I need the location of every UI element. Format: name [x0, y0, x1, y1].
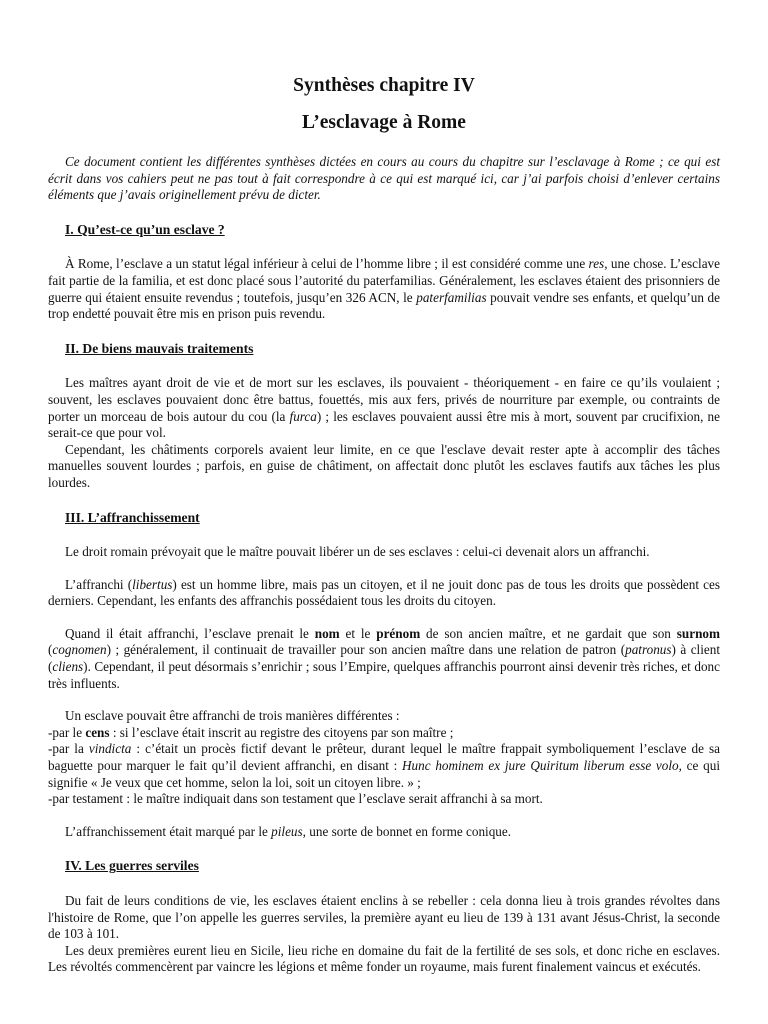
text-run: Les maîtres ayant droit de vie et de mort sur les esclaves, ils pouvaient - théoriquement - en faire ce qu’ils voulaient ; souvent, les esclaves pouvaient donc être battus, fouettés, mis aux fers, privés de nourriture par exemple, ou contraints de porter un morceau de bois autour du cou (la — [48, 375, 720, 424]
text-run: , une sorte de bonnet en forme conique. — [302, 823, 512, 839]
text-run: pouvait vendre ses enfants, et quelqu’un de trop endetté pouvait être mis en prison puis revendu. — [48, 289, 720, 322]
text-run: L’affranchi ( — [65, 576, 133, 592]
text-run: ). Cependant, il peut désormais s’enrichir ; sous l’Empire, quelques affranchis pourront ainsi devenir très riches, et donc très influents. — [48, 659, 720, 691]
term-cens: cens — [85, 724, 110, 740]
term-pileus: pileus — [271, 823, 303, 839]
text-run: ) à client ( — [48, 642, 720, 675]
text-run: ) ; généralement, il continuait de travailler pour son ancien maître dans une relation de patron ( — [106, 642, 626, 658]
section-2-heading: II. De biens mauvais traitements — [65, 340, 254, 356]
text-run: -par le — [48, 724, 86, 740]
section-3-paragraph-2 — [48, 577, 720, 610]
text-run: : c’était un procès fictif devant le prêteur, durant lequel le maître frappait symboliquement l’esclave de sa baguette pour marquer le fait qu’il devient affranchi, en disant : — [48, 741, 721, 774]
term-patronus: patronus — [625, 642, 672, 658]
intro-paragraph: Ce document contient les différentes synthèses dictées en cours au cours du chapitre sur l’esclavage à Rome ; ce qui est écrit dans vos cahiers peut ne pas tout à fait correspondre à ce qui est marqué ici, car j’ai parfois choisi d’enlever certains éléments que j’avais originellement prévu de dicter. — [48, 154, 720, 203]
text-run: ) ; les esclaves pouvaient aussi être mis à mort, souvent par crucifixion, ne serait-ce que pour vol. — [48, 408, 720, 441]
term-cliens: cliens — [52, 659, 84, 675]
term-res: res — [588, 256, 605, 272]
text-run: ) est un homme libre, mais pas un citoyen, et il ne jouit donc pas de tous les droits que possèdent ces derniers. Cependant, les enfants des affranchis possédaient tous les droits du citoyen. — [48, 576, 720, 609]
manumission-list — [48, 708, 720, 808]
term-surnom: surnom — [676, 625, 720, 641]
text-run: , ce qui signifie « Je veux que cet homme, selon la loi, soit un citoyen libre. » ; — [48, 758, 720, 790]
text-run: , une chose. L’esclave fait partie de la familia, et est donc placé sous l’autorité du paterfamilias. Généralement, les esclaves étaient des prisonniers de guerre qui étaient ensuite revendus ; toutefois, jusqu’en 326 ACN, le — [48, 256, 720, 305]
term-paterfamilias: paterfamilias — [416, 289, 487, 305]
document-title: Synthèses chapitre IV — [293, 75, 475, 96]
text-run: -par la — [48, 741, 89, 757]
section-4-paragraph-2: Les deux premières eurent lieu en Sicile, lieu riche en domaine du fait de la fertilité de ses sols, et donc riche en esclaves. Les révoltés commencèrent par vaincre les légions et même fonder un royaume, mais furent finalement vaincus et exécutés. — [48, 942, 720, 975]
section-3-paragraph-5 — [48, 824, 720, 841]
section-3-paragraph-1: Le droit romain prévoyait que le maître pouvait libérer un de ses esclaves : celui-ci devenait alors un affranchi. — [65, 544, 650, 560]
text-run: ( — [48, 642, 53, 658]
section-1-paragraph — [48, 256, 720, 322]
term-cognomen: cognomen — [52, 642, 107, 658]
term-furca: furca — [289, 408, 317, 424]
text-run: et le — [339, 625, 377, 641]
section-3-heading: III. L’affranchissement — [65, 509, 200, 525]
text-run: : si l’esclave était inscrit au registre des citoyens par son maître ; — [109, 724, 454, 740]
latin-quote: Hunc hominem ex jure Quiritum liberum esse volo — [402, 758, 679, 774]
section-4-paragraph-1: Du fait de leurs conditions de vie, les esclaves étaient enclins à se rebeller : cela donna lieu à trois grandes révoltes dans l'histoire de Rome, que l’on appelle les guerres serviles, la première ayant eu lieu de 139 à 131 avant Jésus-Christ, la seconde de 103 à 101. — [48, 893, 720, 942]
document-subtitle: L’esclavage à Rome — [302, 112, 466, 133]
term-nom: nom — [314, 625, 340, 641]
manumission-intro: Un esclave pouvait être affranchi de trois manières différentes : — [65, 708, 400, 724]
list-item-cens — [48, 725, 720, 742]
section-3-paragraph-3 — [48, 626, 720, 692]
term-libertus: libertus — [132, 576, 173, 592]
text-run: À Rome, l’esclave a un statut légal inférieur à celui de l’homme libre ; il est considéré comme une — [65, 256, 589, 272]
text-run: L’affranchissement était marqué par le — [65, 823, 272, 839]
text-run: Quand il était affranchi, l’esclave prenait le — [65, 625, 315, 641]
section-4-heading: IV. Les guerres serviles — [65, 858, 199, 874]
section-2-paragraph-2: Cependant, les châtiments corporels avaient leur limite, en ce que l'esclave devait rester apte à accomplir des tâches manuelles souvent lourdes ; parfois, en guise de châtiment, on affectait donc plutôt les esclaves fautifs aux tâches les plus lourdes. — [48, 441, 720, 490]
term-prenom: prénom — [376, 625, 421, 641]
section-2-paragraph-1 — [48, 375, 720, 441]
list-item-vindicta — [48, 741, 720, 791]
text-run: de son ancien maître, et ne gardait que son — [420, 625, 677, 641]
term-vindicta: vindicta — [88, 741, 132, 757]
section-1-heading: I. Qu’est-ce qu’un esclave ? — [65, 221, 225, 237]
list-item-testament: -par testament : le maître indiquait dans son testament que l’esclave serait affranchi à sa mort. — [48, 791, 543, 807]
